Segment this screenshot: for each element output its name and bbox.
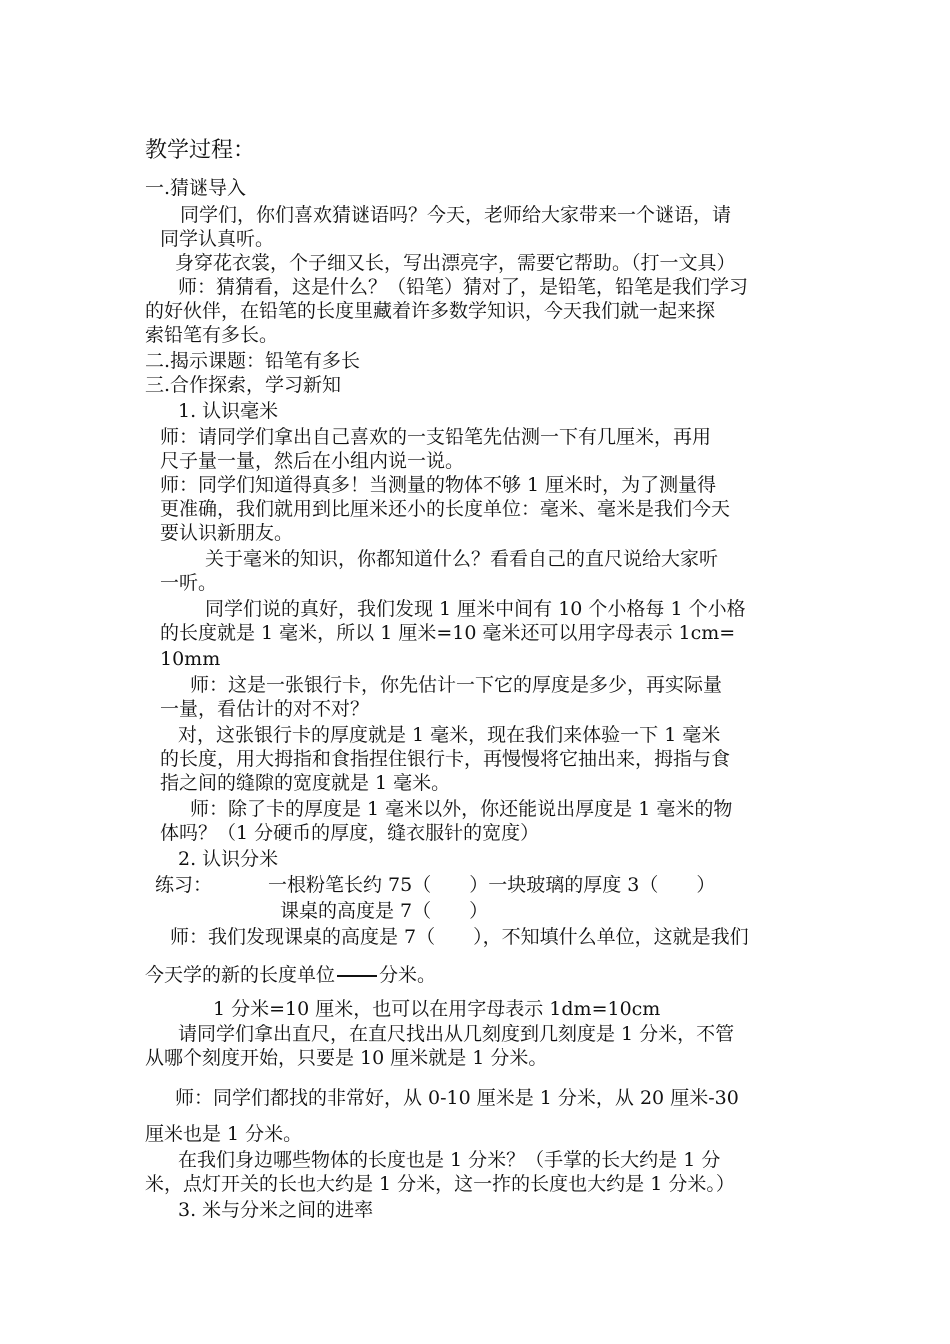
text-line: 师：请同学们拿出自己喜欢的一支铅笔先估测一下有几厘米，再用 xyxy=(160,426,712,448)
text-line: 同学认真听。 xyxy=(160,228,275,250)
heading-1: 一.猜谜导入 xyxy=(145,177,247,199)
formula-line: 1 分米=10 厘米，也可以在用字母表示 1dm=10cm xyxy=(213,998,661,1020)
text-line xyxy=(145,963,436,987)
text-line: 的好伙伴，在铅笔的长度里藏着许多数学知识，今天我们就一起来探 xyxy=(145,300,716,322)
text-line: 同学们，你们喜欢猜谜语吗？今天，老师给大家带来一个谜语，请 xyxy=(180,204,732,226)
text-line: 要认识新朋友。 xyxy=(160,522,294,544)
subheading-2: 2. 认识分米 xyxy=(178,848,279,870)
text-line: 10mm xyxy=(160,648,221,670)
section-title: 教学过程： xyxy=(145,138,256,163)
text-line: 索铅笔有多长。 xyxy=(145,324,279,346)
riddle-line: 身穿花衣裳，个子细又长，写出漂亮字，需要它帮助。（打一文具） xyxy=(175,252,736,274)
text-line: 同学们说的真好，我们发现 1 厘米中间有 10 个小格每 1 个小格 xyxy=(205,598,746,620)
text-line: 从哪个刻度开始，只要是 10 厘米就是 1 分米。 xyxy=(145,1047,548,1069)
text-line: 厘米也是 1 分米。 xyxy=(145,1123,303,1145)
text-span: 今天学的新的长度单位 xyxy=(145,964,336,986)
text-line: 师：除了卡的厚度是 1 毫米以外，你还能说出厚度是 1 毫米的物 xyxy=(190,798,733,820)
text-line: 米，点灯开关的长也大约是 1 分米，这一拃的长度也大约是 1 分米。） xyxy=(145,1173,735,1195)
text-line: 一量，看估计的对不对？ xyxy=(160,698,370,720)
text-line: 一听。 xyxy=(160,572,218,594)
text-line: 师：我们发现课桌的高度是 7（ ），不知填什么单位，这就是我们 xyxy=(170,926,749,948)
text-line: 的长度，用大拇指和食指捏住银行卡，再慢慢将它抽出来，拇指与食 xyxy=(160,748,731,770)
dash-rule xyxy=(337,975,377,977)
text-line: 请同学们拿出直尺，在直尺找出从几刻度到几刻度是 1 分米，不管 xyxy=(178,1023,735,1045)
exercise-line: 一根粉笔长约 75（ ）一块玻璃的厚度 3（ ） xyxy=(268,874,716,896)
subheading-1: 1. 认识毫米 xyxy=(178,400,279,422)
text-line: 师：同学们都找的非常好，从 0-10 厘米是 1 分米，从 20 厘米-30 xyxy=(175,1087,739,1109)
text-span: 分米。 xyxy=(379,964,437,986)
text-line: 关于毫米的知识，你都知道什么？看看自己的直尺说给大家听 xyxy=(205,548,719,570)
text-line: 在我们身边哪些物体的长度也是 1 分米？（手掌的长大约是 1 分 xyxy=(178,1149,721,1171)
text-line: 的长度就是 1 毫米，所以 1 厘米=10 毫米还可以用字母表示 1cm= xyxy=(160,622,736,644)
text-line: 更准确，我们就用到比厘米还小的长度单位：毫米、毫米是我们今天 xyxy=(160,498,731,520)
text-line: 师：同学们知道得真多！当测量的物体不够 1 厘米时，为了测量得 xyxy=(160,474,717,496)
heading-2: 二.揭示课题：铅笔有多长 xyxy=(145,350,361,372)
heading-3: 三.合作探索，学习新知 xyxy=(145,374,342,396)
text-line: 师：这是一张银行卡，你先估计一下它的厚度是多少，再实际量 xyxy=(190,674,723,696)
exercise-label: 练习： xyxy=(155,874,213,896)
text-line: 尺子量一量，然后在小组内说一说。 xyxy=(160,450,465,472)
text-line: 指之间的缝隙的宽度就是 1 毫米。 xyxy=(160,772,451,794)
text-line: 对，这张银行卡的厚度就是 1 毫米，现在我们来体验一下 1 毫米 xyxy=(178,724,721,746)
exercise-line: 课桌的高度是 7（ ） xyxy=(280,900,489,922)
text-line: 师：猜猜看，这是什么？（铅笔）猜对了，是铅笔，铅笔是我们学习 xyxy=(178,276,749,298)
subheading-3: 3. 米与分米之间的进率 xyxy=(178,1199,374,1221)
text-line: 体吗？（1 分硬币的厚度，缝衣服针的宽度） xyxy=(160,822,540,844)
